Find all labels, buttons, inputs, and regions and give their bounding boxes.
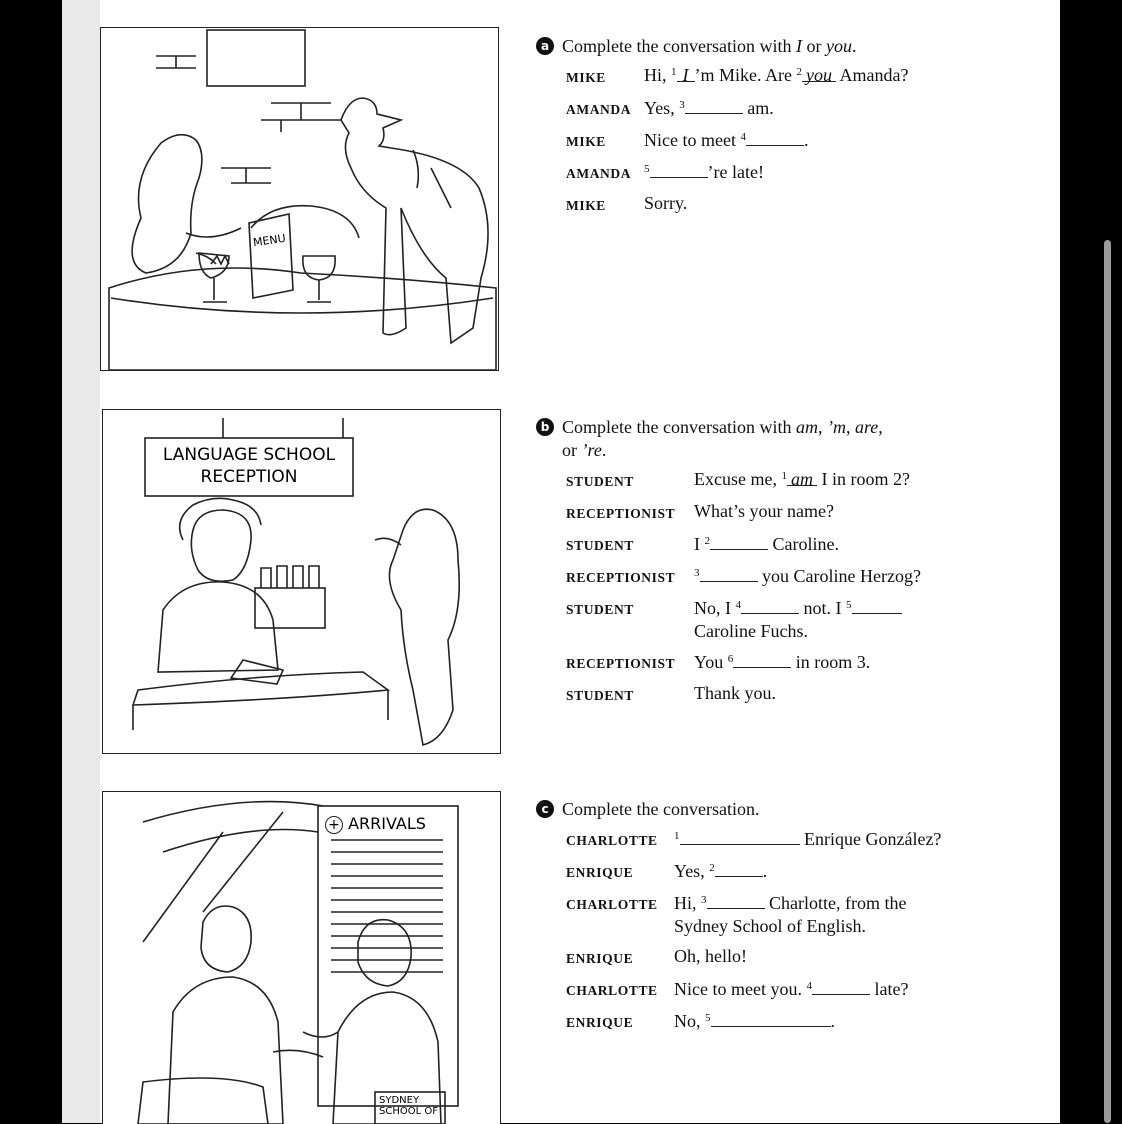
speaker-name: AMANDA xyxy=(566,102,632,117)
exercise-b-dialogue xyxy=(536,468,956,707)
answer-blank[interactable] xyxy=(733,650,791,668)
speaker-name: CHARLOTTE xyxy=(566,983,658,998)
exercise-c xyxy=(536,798,956,1034)
exercise-a-badge: a xyxy=(536,37,554,55)
speaker-name: CHARLOTTE xyxy=(566,833,658,848)
exercise-c-dialogue xyxy=(536,827,956,1034)
gap-number: 5 xyxy=(846,599,852,611)
illustration-reception xyxy=(102,409,501,754)
gap-number: 5 xyxy=(644,163,650,175)
text-fragment: in room 3. xyxy=(791,652,871,672)
exercise-b-heading xyxy=(536,416,956,462)
speaker-name: ENRIQUE xyxy=(566,1015,634,1030)
dialogue-text xyxy=(694,468,956,493)
text-fragment: Caroline Fuchs. xyxy=(694,621,808,641)
text-fragment: Sorry. xyxy=(644,193,688,213)
dialogue-text xyxy=(674,891,956,938)
gap-number: 3 xyxy=(679,99,685,111)
exercise-c-instruction: Complete the conversation. xyxy=(562,799,760,819)
text-fragment: late? xyxy=(869,979,909,999)
text-fragment: I in room 2? xyxy=(816,469,910,489)
answer-blank[interactable] xyxy=(746,128,804,146)
illustration-arrivals xyxy=(102,791,501,1124)
text-fragment: Amanda? xyxy=(835,65,909,85)
dialogue-line xyxy=(566,827,956,852)
speaker-name: RECEPTIONIST xyxy=(566,506,676,521)
exercise-a-dialogue xyxy=(536,64,956,217)
text-fragment: Nice to meet you. xyxy=(674,979,807,999)
school-sign-line2: RECEPTION xyxy=(200,467,298,487)
plus-icon: + xyxy=(325,816,343,834)
text-fragment: What’s your name? xyxy=(694,501,834,521)
dialogue-text xyxy=(644,192,956,217)
dialogue-text xyxy=(674,859,956,884)
exercise-b-badge: b xyxy=(536,418,554,436)
dialogue-line xyxy=(566,682,956,707)
speaker-name: CHARLOTTE xyxy=(566,897,658,912)
speaker-name: STUDENT xyxy=(566,688,634,703)
text-fragment: am. xyxy=(742,98,774,118)
placard-line1: SYDNEY xyxy=(379,1095,420,1106)
gap-number: 4 xyxy=(740,131,746,143)
school-sign-line1: LANGUAGE SCHOOL xyxy=(162,445,336,465)
dialogue-line xyxy=(566,859,956,884)
gap-number: 5 xyxy=(705,1012,711,1024)
dialogue-text xyxy=(674,945,956,970)
gap-number: 3 xyxy=(694,567,700,579)
dialogue-line xyxy=(566,532,956,557)
exercise-c-badge: c xyxy=(536,800,554,818)
text-fragment: Charlotte, from the Sydney School of English. xyxy=(674,893,907,936)
answer-blank[interactable] xyxy=(685,96,743,114)
dialogue-line xyxy=(566,96,956,121)
dialogue-text xyxy=(694,500,956,525)
speaker-name: AMANDA xyxy=(566,166,632,181)
exercise-a-instruction: Complete the conversation with I or you. xyxy=(562,36,857,56)
text-fragment: Yes, xyxy=(674,861,710,881)
answer-blank[interactable] xyxy=(710,532,768,550)
dialogue-text xyxy=(674,977,956,1002)
speaker-name: STUDENT xyxy=(566,538,634,553)
text-fragment: Caroline. xyxy=(768,534,839,554)
text-fragment: ’m Mike. Are xyxy=(694,65,797,85)
answer-blank[interactable] xyxy=(650,160,708,178)
dialogue-line xyxy=(566,891,956,938)
speaker-name: STUDENT xyxy=(566,602,634,617)
speaker-name: RECEPTIONIST xyxy=(566,570,676,585)
gap-number: 2 xyxy=(704,535,710,547)
dialogue-text xyxy=(644,64,956,89)
dialogue-line xyxy=(566,128,956,153)
answer-blank[interactable] xyxy=(711,1009,831,1027)
exercise-a xyxy=(536,35,956,217)
dialogue-line xyxy=(566,977,956,1002)
gap-number: 4 xyxy=(735,599,741,611)
gap-number: 1 xyxy=(674,830,680,842)
gap-number: 2 xyxy=(709,862,715,874)
dialogue-text xyxy=(694,564,956,589)
text-fragment: Enrique González? xyxy=(799,829,942,849)
menu-sign: MENU xyxy=(252,231,287,250)
dialogue-text xyxy=(694,596,956,643)
answer-blank[interactable] xyxy=(707,891,765,909)
answer-blank[interactable] xyxy=(680,827,800,845)
exercise-b-instruction: Complete the conversation with am, ’m, are, or ’re. xyxy=(562,417,883,460)
dialogue-text xyxy=(674,1009,956,1034)
dialogue-text xyxy=(694,682,956,707)
answer-blank[interactable] xyxy=(812,977,870,995)
speaker-name: ENRIQUE xyxy=(566,865,634,880)
answer-blank[interactable] xyxy=(852,596,902,614)
dialogue-line xyxy=(566,468,956,493)
dialogue-line xyxy=(566,564,956,589)
text-fragment: Yes, xyxy=(644,98,680,118)
dialogue-text xyxy=(694,650,956,675)
example-answer: I xyxy=(677,64,695,82)
text-fragment: Excuse me, xyxy=(694,469,782,489)
answer-blank[interactable] xyxy=(700,564,758,582)
text-fragment: . xyxy=(762,861,768,881)
right-margin xyxy=(1060,0,1122,1123)
text-fragment: You xyxy=(694,652,728,672)
illustration-restaurant xyxy=(100,27,499,371)
exercise-a-heading xyxy=(536,35,956,58)
speaker-name: MIKE xyxy=(566,70,606,85)
text-fragment: you Caroline Herzog? xyxy=(757,566,921,586)
text-fragment: . xyxy=(803,130,809,150)
school-sign xyxy=(149,444,349,488)
gap-number: 6 xyxy=(727,653,734,665)
gap-number: 1 xyxy=(671,66,677,78)
exercise-c-heading xyxy=(536,798,956,821)
text-fragment: I xyxy=(694,534,705,554)
arrivals-sign xyxy=(325,814,426,834)
gap-number: 4 xyxy=(806,980,812,992)
placard xyxy=(379,1095,438,1117)
dialogue-line xyxy=(566,945,956,970)
dialogue-line xyxy=(566,192,956,217)
speaker-name: ENRIQUE xyxy=(566,951,634,966)
arrivals-label: ARRIVALS xyxy=(348,814,426,833)
example-answer: you xyxy=(802,64,836,82)
answer-blank[interactable] xyxy=(741,596,799,614)
text-fragment: ’re late! xyxy=(707,162,764,182)
scrollbar-thumb[interactable] xyxy=(1104,240,1111,1123)
text-fragment: No, I xyxy=(694,598,736,618)
dialogue-line xyxy=(566,1009,956,1034)
text-fragment: Hi, xyxy=(644,65,671,85)
speaker-name: MIKE xyxy=(566,134,606,149)
dialogue-line xyxy=(566,64,956,89)
dialogue-line xyxy=(566,650,956,675)
dialogue-text xyxy=(694,532,956,557)
placard-line2: SCHOOL OF xyxy=(379,1106,438,1117)
gap-number: 2 xyxy=(796,66,802,78)
speaker-name: STUDENT xyxy=(566,474,634,489)
text-fragment: Hi, xyxy=(674,893,701,913)
dialogue-line xyxy=(566,160,956,185)
dialogue-line xyxy=(566,596,956,643)
text-fragment: . xyxy=(830,1011,835,1031)
gap-number: 3 xyxy=(701,894,707,906)
text-fragment: Thank you. xyxy=(694,683,776,703)
dialogue-text xyxy=(644,160,956,185)
answer-blank[interactable] xyxy=(715,859,763,877)
gap-number: 1 xyxy=(781,470,787,482)
dialogue-text xyxy=(644,96,956,121)
speaker-name: MIKE xyxy=(566,198,606,213)
text-fragment: not. I xyxy=(799,598,846,618)
dialogue-line xyxy=(566,500,956,525)
text-fragment: Nice to meet xyxy=(644,130,741,150)
exercise-b xyxy=(536,416,956,707)
page-gutter xyxy=(62,0,100,1123)
speaker-name: RECEPTIONIST xyxy=(566,656,676,671)
text-fragment: Oh, hello! xyxy=(674,946,747,966)
dialogue-text xyxy=(674,827,956,852)
dialogue-text xyxy=(644,128,956,153)
text-fragment: No, xyxy=(674,1011,705,1031)
example-answer: am xyxy=(787,468,817,486)
